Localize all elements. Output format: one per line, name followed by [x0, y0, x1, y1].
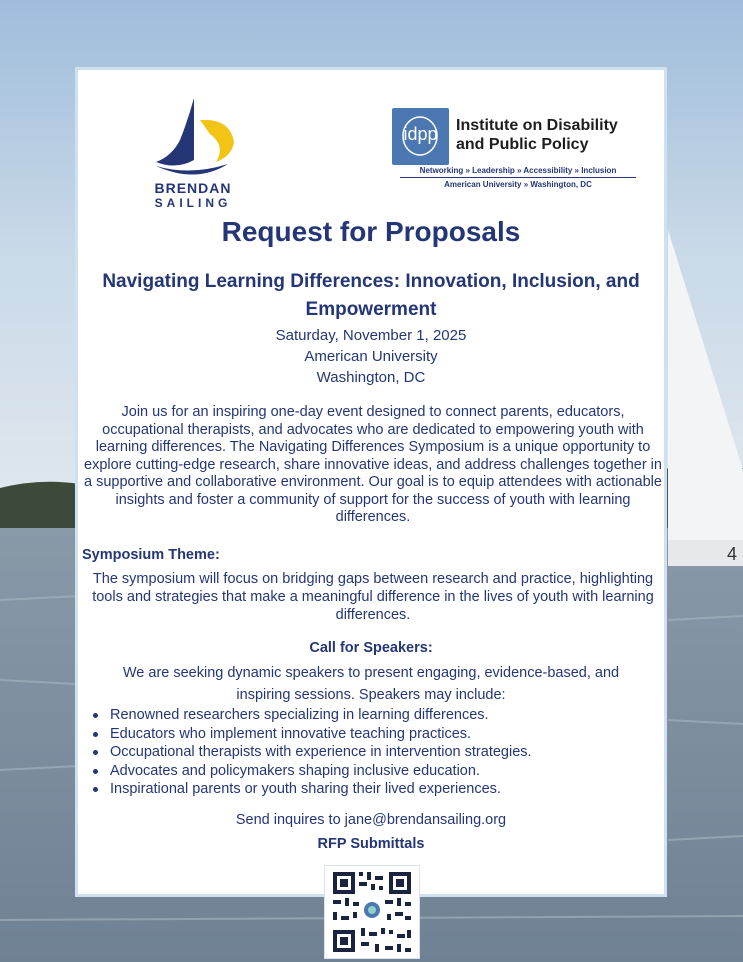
- inquiry-text[interactable]: Send inquires to jane@brendansailing.org: [235, 812, 507, 828]
- event-subtitle: Navigating Learning Differences: Innovation, Inclusion, and Empowerment: [102, 271, 640, 320]
- brendan-sailing-wordmark: [148, 180, 238, 210]
- brendan-line1: BRENDAN: [154, 180, 232, 196]
- list-item: Renowned researchers specializing in learning differences.: [90, 706, 532, 725]
- idpp-abbrev: idpp: [403, 124, 438, 144]
- flyer-card: [75, 67, 667, 897]
- idpp-title: [456, 116, 656, 154]
- list-item: Occupational therapists with experience in intervention strategies.: [90, 743, 532, 762]
- list-item: Inspirational parents or youth sharing their lived experiences.: [90, 780, 532, 799]
- intro-paragraph: Join us for an inspiring one-day event designed to connect parents, educators, occupational therapists, and advocates who are dedicated to empowering youth with learning differences. The Navigating Differences Symposium is a unique opportunity to explore cutting-edge research, share innovative ideas, and address challenges together in a supportive and collaborative environment. Our goal is to equip attendees with actionable insights and foster a community of support for the success of youth with learning differences.: [84, 404, 662, 525]
- speaker-list: [90, 706, 532, 799]
- event-details: [78, 325, 664, 388]
- event-venue: American University: [304, 348, 438, 365]
- rfp-submittals-label: RFP Submittals: [317, 836, 425, 852]
- list-item: Educators who implement innovative teaching practices.: [90, 725, 532, 744]
- idpp-divider: [400, 177, 636, 178]
- page-title: Request for Proposals: [221, 216, 521, 247]
- idpp-subline: American University » Washington, DC: [444, 180, 592, 189]
- idpp-title-line2: and Public Policy: [456, 136, 589, 153]
- idpp-title-line1: Institute on Disability: [456, 117, 618, 134]
- theme-heading: Symposium Theme:: [82, 547, 220, 563]
- theme-body: The symposium will focus on bridging gaps between research and practice, highlighting tools and strategies that make a meaningful difference in the lives of youth with learning differences.: [92, 571, 654, 623]
- brendan-line2: SAILING: [154, 196, 232, 210]
- qr-code-icon[interactable]: [324, 865, 420, 959]
- svg-text:4: 4: [727, 544, 738, 564]
- event-city: Washington, DC: [316, 369, 426, 386]
- call-body: We are seeking dynamic speakers to present engaging, evidence-based, and inspiring sessions. Speakers may include:: [122, 665, 620, 703]
- idpp-logo-icon: [392, 108, 449, 165]
- call-heading: Call for Speakers:: [309, 640, 433, 656]
- event-date: Saturday, November 1, 2025: [275, 327, 467, 344]
- list-item: Advocates and policymakers shaping inclusive education.: [90, 762, 532, 781]
- idpp-tagline: Networking » Leadership » Accessibility » Inclusion: [419, 166, 617, 175]
